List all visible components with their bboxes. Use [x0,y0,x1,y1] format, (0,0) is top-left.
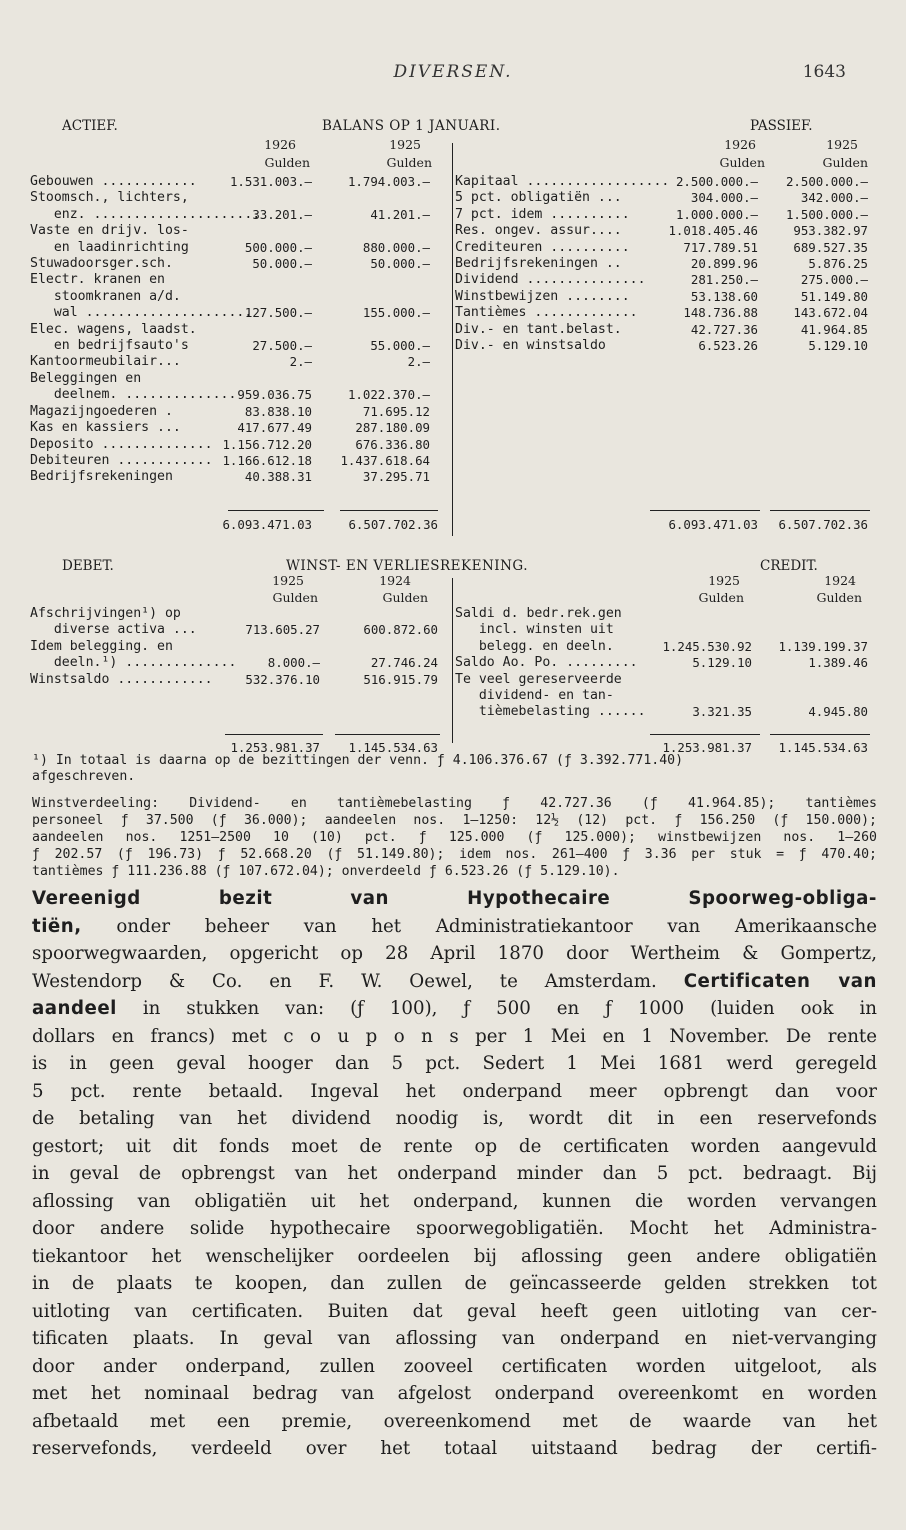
actief-row-value-1926: 83.838.10 [244,403,312,419]
body-line: spoorwegwaarden, opgericht op 28 April 1870 door Wertheim & Gompertz, [32,943,877,964]
debet-values-1924 [330,606,438,688]
body-line: in geval de opbrengst van het onderpand minder dan 5 pct. bedraagt. Bij [32,1163,877,1184]
rule [770,510,870,511]
rule [650,510,760,511]
actief-row-label: Elec. wagens, laadst. [30,321,197,337]
actief-row-label: deelnem. .............. [30,387,237,403]
actief-row-value-1925: 55.000.— [370,338,430,354]
debet-label: DEBET. [62,558,114,574]
actief-row-value-1925: 880.000.— [362,239,430,255]
passief-row-value-1925: 5.876.25 [808,256,868,272]
actief-row-value-1925: 287.180.09 [355,420,430,436]
actief-row-value-1926: 40.388.31 [244,469,312,485]
credit-values-1925 [640,606,752,721]
rule [650,734,760,735]
passief-row-value-1926: 20.899.96 [690,256,758,272]
credit-row-value-1924 [760,688,868,704]
passief-row-label: 7 pct. idem .......... [455,206,630,222]
body-line: gestort; uit dit fonds moet de rente op de certificaten worden aangevuld [32,1135,877,1157]
passief-row-value-1926: 42.727.36 [690,321,758,337]
credit-row-label: Saldi d. bedr.rek.gen [455,606,622,621]
passief-row-value-1926: 717.789.51 [683,239,758,255]
debet-year-1925: 1925 [272,573,304,588]
actief-row-label: Kas en kassiers ... [30,420,181,436]
passief-row-label: Dividend ............... [455,272,646,288]
credit-row-value-1924: 1.389.46 [808,655,868,671]
debet-row-value-1925: 532.376.10 [245,671,320,687]
actief-row-value-1925 [320,322,430,338]
actief-row-value-1926 [200,289,312,305]
actief-row-value-1926: 1.156.712.20 [222,436,312,452]
actief-label: ACTIEF. [62,118,118,134]
winstverdeeling [32,795,877,880]
debet-values-1925 [210,606,320,688]
passief-total-1926: 6.093.471.03 [668,517,758,532]
passief-row-value-1925: 953.382.97 [793,223,868,239]
body-line: in de plaats te koopen, dan zullen de geïncasseerde gelden strekken tot [32,1273,877,1294]
column-divider [452,143,453,536]
credit-row-label: Te veel gereserveerde [455,671,622,687]
actief-row-label: Deposito .............. [30,436,213,452]
passief-values-1926 [650,174,758,354]
actief-row-value-1926: 959.036.75 [237,387,312,403]
rule [228,510,324,511]
passief-row-label: 5 pct. obligatiën ... [455,190,622,206]
credit-row-value-1925 [640,688,752,704]
actief-row-label: wal ..................... [30,305,253,321]
credit-row-value-1925 [640,672,752,688]
actief-row-label: Stuwadoorsger.sch. [30,256,173,272]
passief-row-value-1926: 148.736.88 [683,305,758,321]
debet-row-label: diverse activa ... [30,622,197,638]
body-text [32,885,877,1463]
actief-row-value-1926: 27.500.— [252,338,312,354]
actief-row-label: Kantoormeubilair... [30,354,181,370]
actief-row-value-1926 [200,272,312,288]
body-line: tificaten plaats. In geval van aflossing van onderpand en niet-vervanging [32,1328,877,1349]
actief-row-value-1926 [200,371,312,387]
credit-year-1925: 1925 [708,573,740,588]
rule [340,510,438,511]
body-line: reservefonds, verdeeld over het totaal uitstaand bedrag der certifi- [32,1438,877,1459]
passief-unit-1926: Gulden [719,155,765,170]
actief-row-value-1926 [200,322,312,338]
passief-row-value-1926: 1.018.405.46 [668,223,758,239]
debet-row-value-1924: 600.872.60 [363,622,438,638]
actief-row-value-1926 [200,223,312,239]
section-heading: Certificaten van [683,970,877,992]
actief-row-value-1925: 41.201.— [370,206,430,222]
footnote-line: afgeschreven. [32,769,136,784]
actief-row-value-1925: 2.— [407,354,430,370]
debet-row-label: Winstsaldo ............ [30,671,213,687]
actief-row-value-1925: 676.336.80 [355,436,430,452]
actief-total-1925: 6.507.702.36 [348,517,438,532]
debet-row-value-1925: 713.605.27 [245,622,320,638]
actief-row-value-1925: 1.794.003.— [347,174,430,189]
actief-row-value-1925: 1.437.618.64 [340,452,430,468]
actief-row-value-1925 [320,190,430,206]
passief-row-value-1925: 2.500.000.— [785,174,868,189]
body-line: in stukken van: (ƒ 100), ƒ 500 en ƒ 1000 (luiden ook in [116,998,877,1019]
debet-unit-1924: Gulden [382,590,428,605]
debet-row-value-1924: 516.915.79 [363,671,438,687]
passief-values-1925 [760,174,868,354]
actief-row-value-1925 [320,371,430,387]
credit-labels [455,606,646,721]
winstverdeeling-line: aandeelen nos. 1251—2500 10 (10) pct. ƒ 125.000 (ƒ 125.000); winstbewijzen nos. 1—260 [32,830,877,845]
debet-row-value-1925 [210,606,320,622]
actief-row-label: stoomkranen a/d. [30,288,181,304]
actief-row-value-1926: 50.000.— [252,256,312,272]
actief-row-value-1926: 1.166.612.18 [222,452,312,468]
passief-row-value-1926: 1.000.000.— [675,206,758,222]
section-heading: aandeel [32,998,117,1019]
debet-row-value-1925: 8.000.— [267,655,320,671]
passief-unit-1925: Gulden [822,155,868,170]
section-heading: tiën, [32,915,82,937]
actief-row-label: Magazijngoederen . [30,403,173,419]
actief-row-value-1926: 127.500.— [244,305,312,321]
actief-row-label: Beleggingen en [30,370,142,386]
actief-row-value-1925 [320,289,430,305]
passief-row-label: Kapitaal .................. [455,174,670,189]
actief-row-label: Bedrijfsrekeningen [30,469,173,485]
debet-total-1924: 1.145.534.63 [348,740,438,755]
actief-year-1925: 1925 [389,137,421,152]
column-divider [452,578,453,743]
body-line: afbetaald met een premie, overeenkomend met de waarde van het [32,1410,877,1432]
passief-row-label: Crediteuren .......... [455,239,630,255]
actief-row-value-1925 [320,272,430,288]
debet-year-1924: 1924 [379,573,411,588]
actief-row-value-1926: 2.— [289,354,312,370]
actief-row-label: Vaste en drijv. los- [30,223,189,239]
winst-title: WINST- EN VERLIESREKENING. [286,558,529,574]
credit-row-label: Saldo Ao. Po. ......... [455,655,638,671]
credit-total-1924: 1.145.534.63 [778,740,868,755]
actief-unit-1925: Gulden [386,155,432,170]
passief-row-label: Winstbewijzen ........ [455,288,630,304]
actief-row-value-1925: 1.022.370.— [347,387,430,403]
credit-row-value-1924 [760,606,868,622]
credit-row-value-1924: 4.945.80 [808,704,868,720]
credit-year-1924: 1924 [824,573,856,588]
passief-year-1925: 1925 [826,137,858,152]
credit-row-value-1925: 1.245.530.92 [662,638,752,654]
debet-row-value-1924 [330,606,438,622]
passief-year-1926: 1926 [724,137,756,152]
actief-row-value-1925: 71.695.12 [362,403,430,419]
actief-row-label: Stoomsch., lichters, [30,190,189,206]
credit-values-1924 [760,606,868,721]
actief-row-label: Debiteuren ............ [30,452,213,468]
balans-title: BALANS OP 1 JANUARI. [322,118,501,134]
passief-row-value-1925: 1.500.000.— [785,206,868,222]
actief-values-1925 [320,174,430,486]
credit-row-value-1925: 5.129.10 [692,655,752,671]
actief-row-value-1926: 33.201.— [252,206,312,222]
actief-row-label: en laadinrichting [30,239,189,255]
actief-row-value-1926: 500.000.— [244,239,312,255]
footnote-line: ¹) In totaal is daarna op de bezittingen der venn. ƒ 4.106.376.67 (ƒ 3.392.771.40) [32,753,684,768]
actief-row-label: enz. ..................... [30,206,261,222]
passief-row-value-1926: 281.250.— [690,272,758,288]
debet-row-label: Idem belegging. en [30,638,173,654]
actief-row-value-1925: 50.000.— [370,256,430,272]
passief-row-label: Res. ongev. assur.... [455,223,622,239]
credit-unit-1925: Gulden [698,590,744,605]
debet-row-value-1924 [330,639,438,655]
winstverdeeling-line: personeel ƒ 37.500 (ƒ 36.000); aandeelen nos. 1—1250: 12½ (12) pct. ƒ 156.250 (ƒ 150.000); [32,813,877,828]
passief-total-1925: 6.507.702.36 [778,517,868,532]
body-line: de betaling van het dividend noodig is, wordt dit in een reservefonds [32,1108,877,1129]
actief-row-value-1925: 37.295.71 [362,469,430,485]
debet-unit-1925: Gulden [272,590,318,605]
body-line: met het nominaal bedrag van afgelost onderpand overeenkomt en worden [32,1383,877,1404]
passief-row-value-1926: 53.138.60 [690,288,758,304]
credit-total-1925: 1.253.981.37 [662,740,752,755]
footnote [32,753,882,785]
passief-row-value-1925: 275.000.— [800,272,868,288]
body-line: tiekantoor het wenschelijker oordeelen bij aflossing geen andere obligatiën [32,1245,877,1267]
debet-labels [30,606,236,688]
body-line: 5 pct. rente betaald. Ingeval het onderpand meer opbrengt dan voor [32,1080,877,1102]
credit-label: CREDIT. [760,558,818,574]
credit-row-value-1924: 1.139.199.37 [778,638,868,654]
winstverdeeling-line: Winstverdeeling: Dividend- en tantièmebelasting ƒ 42.727.36 (ƒ 41.964.85); tantièmes [32,796,877,811]
actief-row-value-1926: 1.531.003.— [229,174,312,189]
rule [335,734,440,735]
actief-row-label: Gebouwen ............ [30,174,197,189]
page-number: 1643 [802,62,846,82]
body-line: door ander onderpand, zullen zooveel certificaten worden uitgeloot, als [32,1355,877,1377]
passief-row-value-1925: 689.527.35 [793,239,868,255]
credit-row-value-1925 [640,622,752,638]
actief-year-1926: 1926 [264,137,296,152]
passief-row-value-1925: 5.129.10 [808,338,868,354]
passief-row-label: Bedrijfsrekeningen .. [455,256,622,272]
passief-row-value-1926: 304.000.— [690,190,758,206]
actief-row-value-1925 [320,223,430,239]
body-line: Westendorp & Co. en F. W. Oewel, te Amsterdam. [32,970,657,992]
credit-row-value-1924 [760,672,868,688]
running-head: DIVERSEN. [393,62,513,82]
debet-total-1925: 1.253.981.37 [230,740,320,755]
body-line: dollars en francs) met c o u p o n s per 1 Mei en 1 November. De rente [32,1025,877,1047]
debet-row-label: deeln.¹) .............. [30,655,237,671]
credit-row-value-1925 [640,606,752,622]
passief-row-value-1925: 342.000.— [800,190,868,206]
credit-row-label: dividend- en tan- [455,688,614,704]
passief-row-value-1925: 51.149.80 [800,288,868,304]
credit-row-label: tièmebelasting ...... [455,704,646,720]
passief-labels [455,174,669,354]
body-line: onder beheer van het Administratiekantoor van Amerikaansche [81,915,877,937]
actief-values-1926 [200,174,312,486]
passief-label: PASSIEF. [750,118,813,134]
passief-row-label: Div.- en tant.belast. [455,321,622,337]
actief-row-label: Electr. kranen en [30,272,165,288]
passief-row-value-1926: 2.500.000.— [675,174,758,189]
credit-row-value-1924 [760,622,868,638]
debet-row-value-1924: 27.746.24 [370,655,438,671]
actief-row-label: en bedrijfsauto's [30,338,189,354]
credit-row-label: belegg. en deeln. [455,638,614,654]
body-line: door andere solide hypothecaire spoorwegobligatiën. Mocht het Administra- [32,1218,877,1239]
passief-row-value-1926: 6.523.26 [698,338,758,354]
passief-row-label: Div.- en winstsaldo [455,338,606,354]
debet-row-value-1925 [210,639,320,655]
winstverdeeling-line: ƒ 202.57 (ƒ 196.73) ƒ 52.668.20 (ƒ 51.149.80); idem nos. 261—400 ƒ 3.36 per stuk = ƒ 470.40; [32,847,877,862]
actief-total-1926: 6.093.471.03 [222,517,312,532]
credit-unit-1924: Gulden [816,590,862,605]
debet-row-label: Afschrijvingen¹) op [30,606,181,621]
body-line: uitloting van certificaten. Buiten dat geval heeft geen uitloting van cer- [32,1300,877,1322]
credit-row-value-1925: 3.321.35 [692,704,752,720]
actief-row-value-1926 [200,190,312,206]
section-heading: Vereenigd bezit van Hypothecaire Spoorweg-obliga- [32,888,877,909]
winstverdeeling-line: tantièmes ƒ 111.236.88 (ƒ 107.672.04); onverdeeld ƒ 6.523.26 (ƒ 5.129.10). [32,864,620,879]
rule [225,734,323,735]
body-line: aflossing van obligatiën uit het onderpand, kunnen die worden vervangen [32,1190,877,1212]
credit-row-label: incl. winsten uit [455,622,614,638]
rule [770,734,870,735]
actief-unit-1926: Gulden [264,155,310,170]
passief-row-value-1925: 41.964.85 [800,321,868,337]
passief-row-value-1925: 143.672.04 [793,305,868,321]
actief-row-value-1925: 155.000.— [362,305,430,321]
passief-row-label: Tantièmes ............. [455,305,638,321]
body-line: is in geen geval hooger dan 5 pct. Sedert 1 Mei 1681 werd geregeld [32,1053,877,1074]
actief-row-value-1926: 417.677.49 [237,420,312,436]
